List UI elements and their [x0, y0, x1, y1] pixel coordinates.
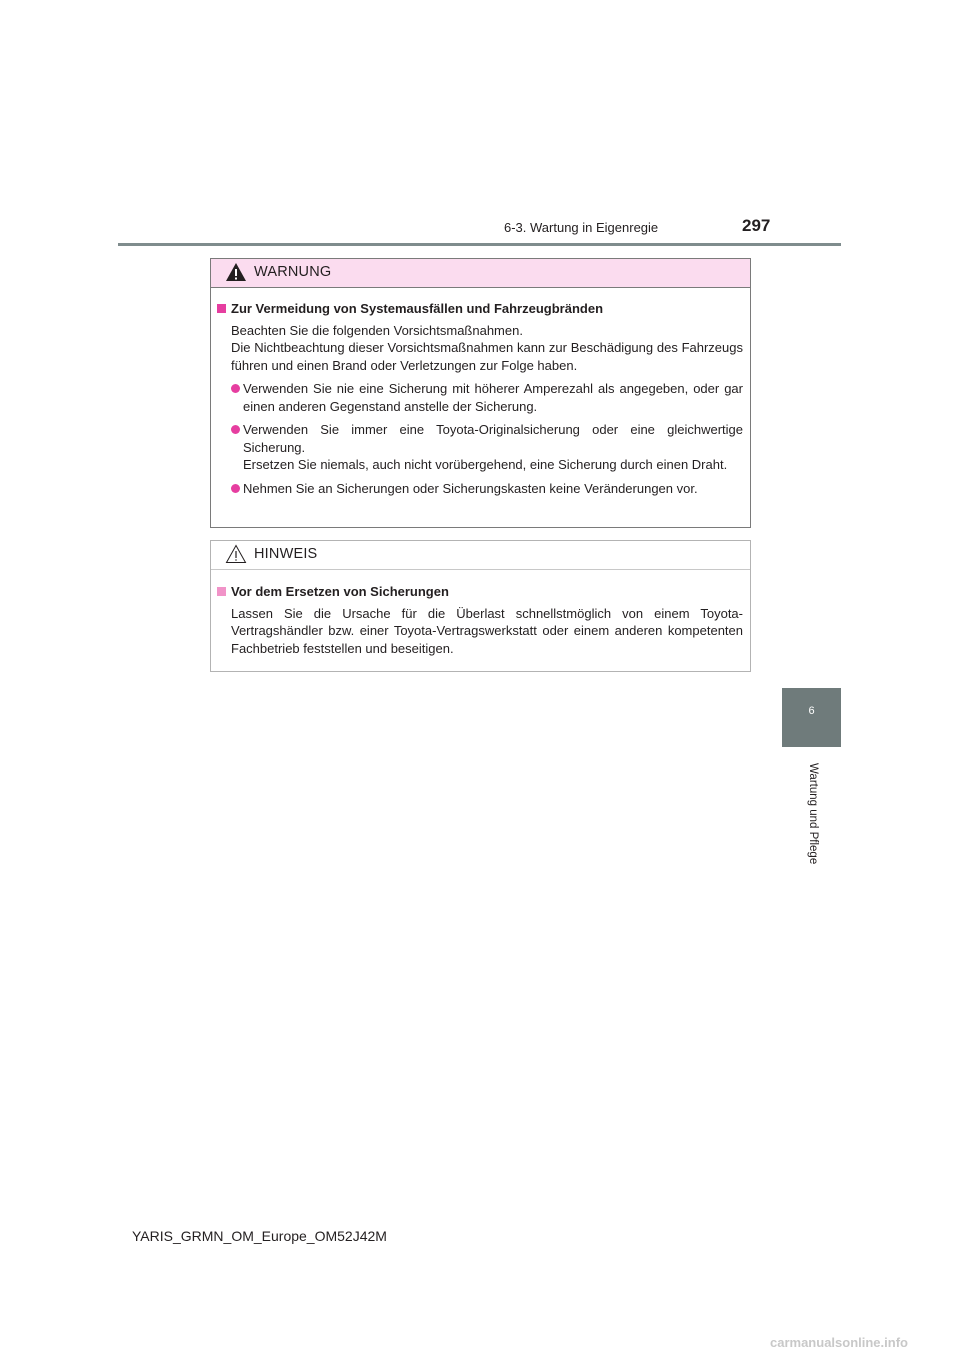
watermark: carmanualsonline.info [770, 1335, 908, 1350]
chapter-number: 6 [808, 705, 815, 717]
warning-bullet-2 [217, 421, 743, 474]
warning-box [210, 258, 751, 528]
pink-bullet-icon [231, 484, 240, 493]
notice-body [217, 583, 743, 663]
notice-header [211, 541, 750, 570]
document-id: YARIS_GRMN_OM_Europe_OM52J42M [132, 1228, 387, 1244]
warning-subhead [217, 300, 743, 318]
warning-title: WARNUNG [254, 264, 332, 280]
pink-square-icon [217, 587, 226, 596]
notice-triangle-icon [225, 544, 247, 564]
warning-bullet-3 [217, 480, 743, 498]
pink-square-icon [217, 304, 226, 313]
warning-body [217, 300, 743, 503]
warning-bullet-2-text-cont: Ersetzen Sie niemals, auch nicht vorübergehend, eine Sicherung durch einen Draht. [243, 457, 728, 472]
chapter-label-text: Wartung und Pflege [807, 763, 819, 865]
pink-bullet-icon [231, 384, 240, 393]
notice-subhead-text: Vor dem Ersetzen von Sicherungen [231, 584, 449, 599]
warning-triangle-icon [225, 262, 247, 282]
notice-text: Lassen Sie die Ursache für die Überlast schnellstmöglich von einem Toyota-Vertragshändler bzw. einer Toyota-Vertragswerkstatt oder einem anderen kompetenten Fachbetrieb feststellen und beseitigen. [231, 605, 743, 656]
chapter-label [805, 763, 819, 873]
section-title: 6-3. Wartung in Eigenregie [504, 220, 659, 235]
warning-bullet-3-text: Nehmen Sie an Sicherungen oder Sicherungskasten keine Veränderungen vor. [243, 480, 698, 496]
warning-bullet-1 [217, 380, 743, 415]
pink-bullet-icon [231, 425, 240, 434]
warning-subhead-text: Zur Vermeidung von Systemausfällen und Fahrzeugbränden [231, 301, 604, 316]
warning-intro-line2: Die Nichtbeachtung dieser Vorsichtsmaßnahmen kann zur Beschädigung des Fahrzeugs führen und einen Brand oder Verletzungen zur Folge haben. [231, 340, 743, 373]
warning-bullet-2-text: Verwenden Sie immer eine Toyota-Originalsicherung oder eine gleichwertige Sicherung. [243, 422, 743, 455]
warning-bullet-1-text: Verwenden Sie nie eine Sicherung mit höherer Amperezahl als angegeben, oder gar einen anderen Gegenstand anstelle der Sicherung. [243, 381, 743, 414]
page-number: 297 [742, 216, 771, 235]
warning-intro-line1: Beachten Sie die folgenden Vorsichtsmaßnahmen. [231, 322, 523, 338]
notice-subhead [217, 583, 743, 601]
notice-title: HINWEIS [254, 546, 318, 562]
warning-header [211, 259, 750, 288]
warning-intro [217, 322, 743, 375]
notice-box [210, 540, 751, 672]
chapter-tab [782, 688, 841, 747]
header-rule [118, 243, 841, 246]
